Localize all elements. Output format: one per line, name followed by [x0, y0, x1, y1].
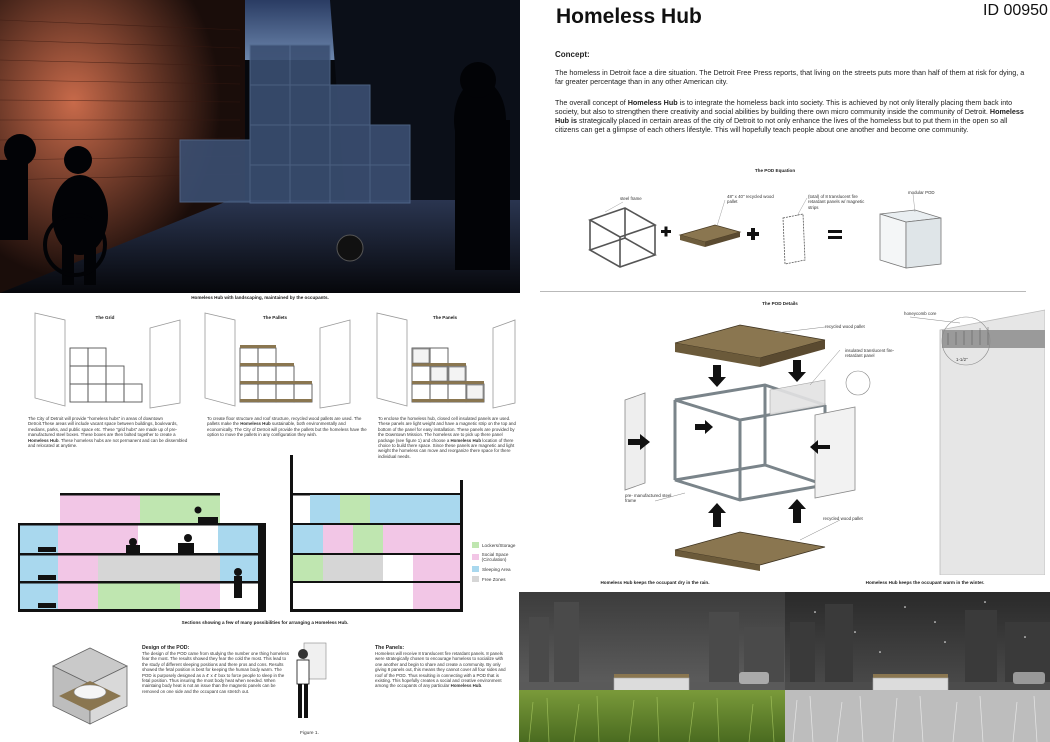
- sections-legend: [472, 540, 532, 584]
- panels-note-heading: The Panels:: [375, 645, 405, 651]
- pallets-description: To create floor structure and roof structure, recycled wood pallets are used. The pallets make the Homeless Hub sustainable, both environmentally and economically. The City of Detroit will provide the pallets but the homeless have the option to move the pallets in any configuration they wish.: [207, 416, 367, 438]
- sections-drawing: [18, 455, 468, 615]
- pod-equation-label-pallet: 48" x 40" recycled wood pallet: [727, 194, 774, 205]
- legend-swatch: [472, 576, 479, 582]
- pod-isometric: [45, 636, 135, 731]
- winter-caption: Homeless Hub keeps the occupant warm in the winter.: [865, 580, 985, 585]
- pod-label-pallet-bottom: recycled wood pallet: [823, 516, 863, 521]
- pod-equation-label-panel: (total) of 8 translucent fire retardant panels w/ magnetic strips: [808, 194, 865, 210]
- hub-diagrams-drawing: [25, 308, 525, 413]
- winter-scene: [785, 592, 1050, 742]
- panels-title: The Panels: [432, 315, 458, 320]
- figure-1-caption: Figure 1.: [300, 731, 319, 736]
- pod-equation-label-frame: steel frame: [620, 196, 642, 201]
- rain-render: [519, 592, 785, 742]
- figure-1: [286, 640, 331, 730]
- pod-details-title: The POD Details: [762, 301, 798, 306]
- design-pod-text: The design of the POD came from studying the number one thing homeless fear the most. The results showed they fear the cold the most. This lead to the study of different sleeping positions and there pros and cons. Results showed the fetal position is best for keeping the human body warm. The POD is purposely designed as a 4' x 4' box to force people to sleep in the fetal position. Thus insuring the most body heat when needed. When maintaing body heat is not an issue than the magnetic panels can be removed on one side and the occupant can stretch out.: [142, 651, 289, 694]
- legend-swatch: [472, 566, 479, 572]
- pod-details-drawing: [600, 305, 1045, 575]
- hero-caption: Homeless Hub with landscaping, maintained by the occupants.: [191, 295, 329, 300]
- concept-paragraph-1: The homeless in Detroit face a dire situation. The Detroit Free Press reports, that living on the streets puts more than half of them at risk for dying, a far greater percentage than in any other American city.: [555, 68, 1025, 86]
- rain-caption: Homeless Hub keeps the occupant dry in the rain.: [600, 580, 710, 585]
- grid-description: The City of Detroit will provide "homeless hubs" in areas of downtown Detroit.These areas will include vacant space between buildings, boulevards, medians, parks, and public space etc. These "grid hubs" are made up of pre-manufactured steel boxes. These boxes are then bolted together to create a Homeless Hub. These homeless hubs are not permanent and can be dissembled and relocated at anytime.: [28, 416, 188, 449]
- pod-label-dimension: 1-1/2": [956, 357, 968, 362]
- document-id: ID 00950: [983, 2, 1048, 19]
- panels-description: To enclose the homeless hub, closed cell insulated panels are used. These panels are light weight and have a magnetic strip on the top and bottom of the panel for easy installation. These panels are provided by the Downtown Mission. The homeless are to pick up there panel package (see figure 1) and choose a Homeless Hub location of there choice to build there space. Since these panels are magnetic and light weight the homeless can move and reorganize there space for there individual needs.: [378, 416, 516, 459]
- pallets-title: The Pallets: [262, 315, 288, 320]
- panels-note-text: Homeless will receive 8 translucent fire retardant panels. 8 panels were strategically chosen to encourage homeless to socialize with one another and begin to share and create a community. By only giving 8 panels out, this means they cannot cover all four sides and roof of the POD. Thus resulting in connecting with a POD that is existing. This hopefully creates a social and creative environment among the occupants of any particular Homeless Hub.: [375, 651, 506, 689]
- pod-label-panel: insulated translucent fire-retardant panel: [845, 348, 895, 359]
- concept-paragraph-2: The overall concept of Homeless Hub is to integrate the homeless back into society. This is achieved by not only literally placing them back into society, but also to strengthen there creativity and social abilities by building there own micro community inside the community of Detroit. Homeless Hub is strategically placed in certain areas of the city of Detroit to not only enhance the lives of the homeless but to put them in the open so all citizens can get a glimpse of each others lifestyle. This will hopefully teach people about one another and become one community.: [555, 98, 1024, 134]
- legend-item-social: Social Space (Circulation): [472, 550, 532, 564]
- legend-item-lockers: Lockers/Storage: [472, 540, 532, 550]
- pod-details-diagram: [600, 305, 1045, 575]
- figure-person-panels: [286, 640, 331, 730]
- legend-item-free: Free Zones: [472, 574, 532, 584]
- hub-diagrams: [25, 308, 525, 413]
- pod-isometric-drawing: [45, 636, 135, 731]
- winter-render: [785, 592, 1050, 742]
- pod-label-pallet-top: recycled wood pallet: [825, 324, 865, 329]
- pod-equation-title: The POD Equation: [754, 168, 796, 173]
- hero-night-scene: [0, 0, 520, 293]
- pod-label-frame: pre- manufactured steel frame: [625, 493, 672, 504]
- design-pod-heading: Design of the POD:: [142, 645, 190, 651]
- sections-caption: Sections showing a few of many possibilities for arranging a Homeless Hub.: [181, 620, 349, 625]
- section-divider: [540, 291, 1026, 292]
- grid-title: The Grid: [95, 315, 115, 320]
- legend-item-sleeping: Sleeping Area: [472, 564, 532, 574]
- sections-diagram: [18, 455, 468, 615]
- legend-swatch: [472, 554, 479, 560]
- rain-scene: [519, 592, 785, 742]
- pod-equation-label-pod: modular POD: [908, 190, 935, 195]
- hero-render: [0, 0, 520, 293]
- concept-heading: Concept:: [555, 50, 590, 59]
- legend-swatch: [472, 542, 479, 548]
- pod-label-honeycomb: honeycomb core: [904, 311, 937, 316]
- page-title: Homeless Hub: [556, 5, 702, 28]
